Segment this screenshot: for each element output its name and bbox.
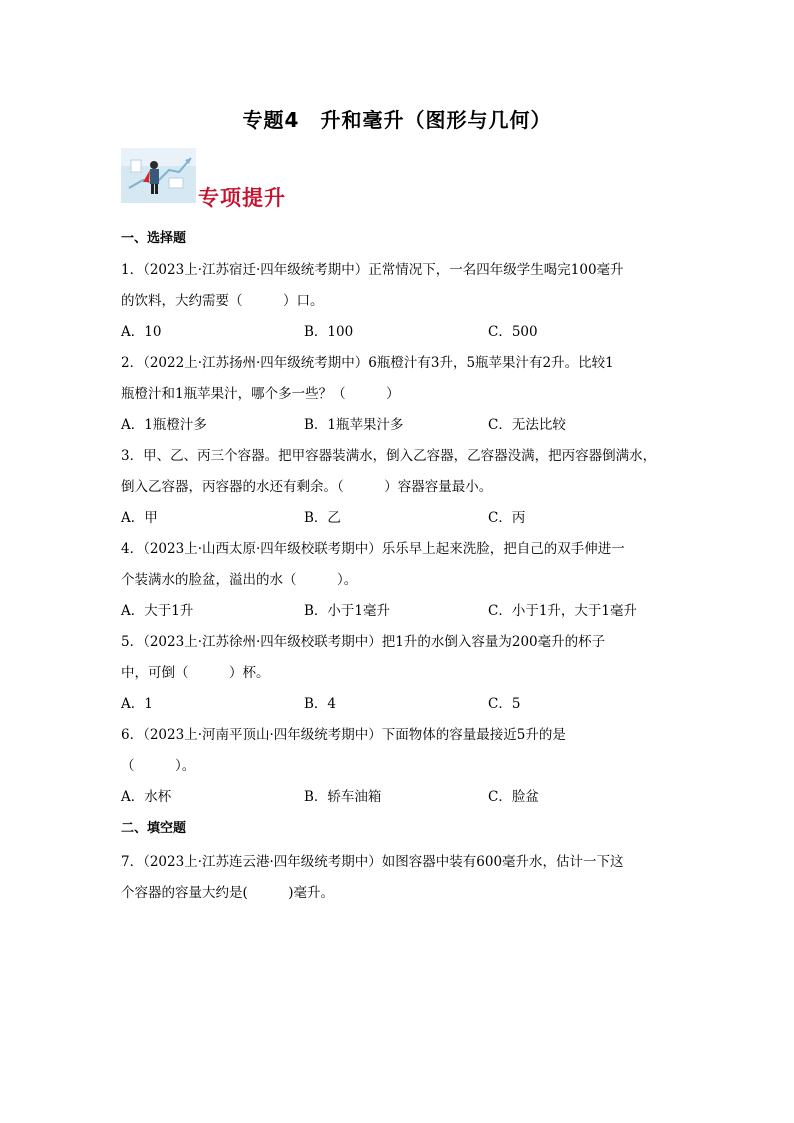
question-2-line-2: 瓶橙汁和1瓶苹果汁，哪个多一些？（ ） [121, 386, 400, 402]
question-7-line-1: 7．（2023上·江苏连云港·四年级统考期中）如图容器中装有600毫升水，估计一下这 [121, 854, 624, 870]
question-5-line-2: 中，可倒（ ）杯。 [121, 665, 270, 681]
question-2-line-1: 2．（2022上·江苏扬州·四年级统考期中）6瓶橙汁有3升，5瓶苹果汁有2升。比较1 [121, 355, 614, 371]
question-6-option-c: C．脸盆 [488, 789, 539, 805]
question-1-option-c: C．500 [488, 324, 538, 340]
question-3-option-c: C．丙 [488, 510, 526, 526]
question-2-option-c: C．无法比较 [488, 417, 566, 433]
page-title: 专题4 升和毫升（图形与几何） [242, 108, 552, 132]
question-6-option-a: A．水杯 [121, 789, 172, 805]
section-heading-fill: 二、填空题 [121, 821, 187, 836]
question-1-line-2: 的饮料，大约需要（ ）口。 [121, 293, 324, 309]
question-4-option-c: C．小于1升，大于1毫升 [488, 603, 638, 619]
question-6-line-2: （ ）。 [121, 758, 196, 774]
question-4-option-a: A．大于1升 [121, 603, 194, 619]
question-6-line-1: 6．（2023上·河南平顶山·四年级统考期中）下面物体的容量最接近5升的是 [121, 727, 566, 743]
question-3-line-2: 倒入乙容器，丙容器的水还有剩余。（ ）容器容量最小。 [121, 479, 493, 495]
question-1-option-a: A．10 [121, 324, 162, 340]
question-2-option-b: B．1瓶苹果汁多 [304, 417, 404, 433]
question-7-line-2: 个容器的容量大约是( )毫升。 [121, 885, 335, 901]
question-4-line-1: 4．（2023上·山西太原·四年级校联考期中）乐乐早上起来洗脸，把自己的双手伸进一 [121, 541, 625, 557]
section-banner [121, 148, 301, 208]
question-3-option-b: B．乙 [304, 510, 341, 526]
banner-label: 专项提升 [198, 185, 286, 210]
question-1-line-1: 1．（2023上·江苏宿迁·四年级统考期中）正常情况下，一名四年级学生喝完100毫升 [121, 262, 624, 278]
question-5-line-1: 5．（2023上·江苏徐州·四年级校联考期中）把1升的水倒入容量为200毫升的杯子 [121, 634, 606, 650]
question-4-line-2: 个装满水的脸盆，溢出的水（ ）。 [121, 572, 358, 588]
question-3-line-1: 3．甲、乙、丙三个容器。把甲容器装满水，倒入乙容器，乙容器没满，把丙容器倒满水， [121, 448, 657, 464]
question-1-option-b: B．100 [304, 324, 354, 340]
question-5-option-c: C．5 [488, 696, 521, 712]
section-heading-choice: 一、选择题 [121, 231, 187, 246]
question-2-option-a: A．1瓶橙汁多 [121, 417, 207, 433]
question-3-option-a: A．甲 [121, 510, 158, 526]
banner-illustration-icon [121, 148, 196, 203]
question-5-option-a: A．1 [121, 696, 153, 712]
question-6-option-b: B．轿车油箱 [304, 789, 382, 805]
question-5-option-b: B．4 [304, 696, 337, 712]
question-4-option-b: B．小于1毫升 [304, 603, 391, 619]
